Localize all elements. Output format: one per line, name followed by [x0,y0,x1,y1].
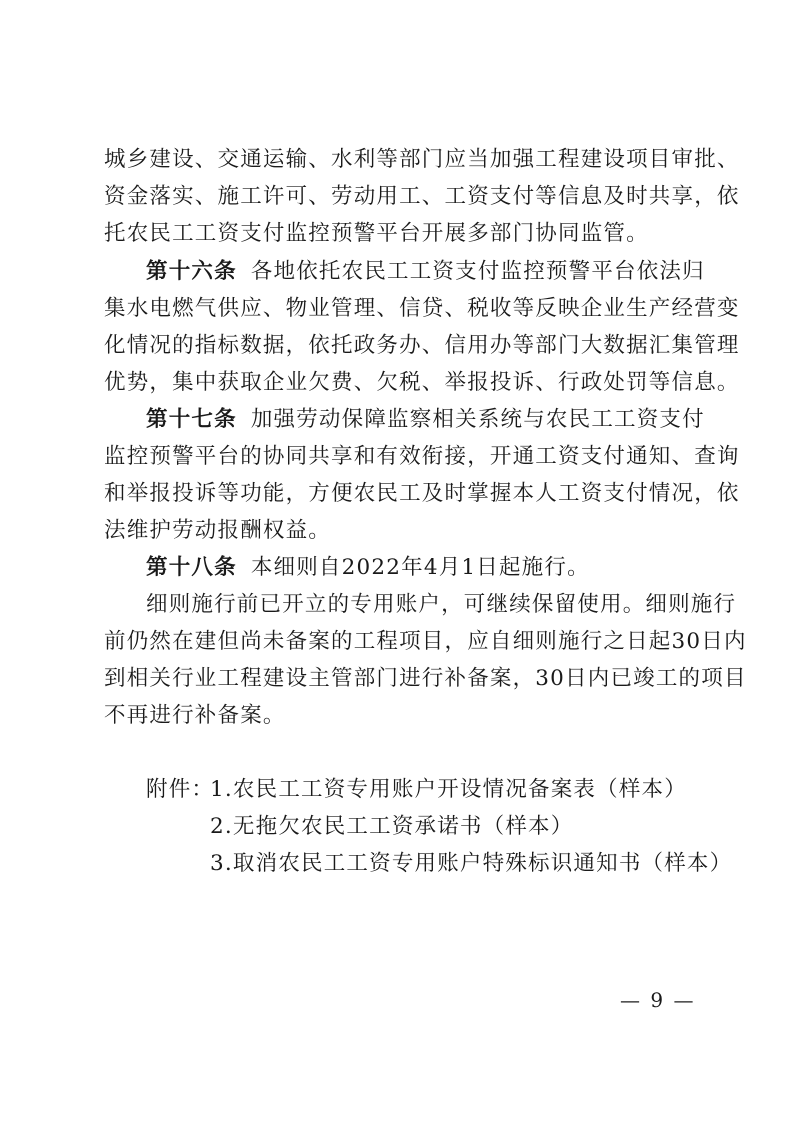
article-17-heading: 第十七条 [146,407,237,432]
attachment-item-3: 3.取消农民工工资专用账户特殊标识通知书（样本） [210,851,733,876]
transitional-line-3: 到相关行业工程建设主管部门进行补备案，30日内已竣工的项目 [104,666,747,691]
article-17-line-2: 监控预警平台的协同共享和有效衔接，开通工资支付通知、查询 [104,444,740,469]
article-16-line-1: 各地依托农民工工资支付监控预警平台依法归 [250,259,705,284]
transitional-line-4: 不再进行补备案。 [104,703,286,728]
page-number: — 9 — [620,988,696,1012]
attachment-item-1: 1.农民工工资专用账户开设情况备案表（样本） [210,777,687,802]
article-15-line-1: 城乡建设、交通运输、水利等部门应当加强工程建设项目审批、 [104,147,740,172]
article-17-line-3: 和举报投诉等功能，方便农民工及时掌握本人工资支付情况，依 [104,481,740,506]
article-16-line-2: 集水电燃气供应、物业管理、信贷、税收等反映企业生产经营变 [104,296,740,321]
article-15-line-2: 资金落实、施工许可、劳动用工、工资支付等信息及时共享，依 [104,184,740,209]
article-16-line-4: 优势，集中获取企业欠费、欠税、举报投诉、行政处罚等信息。 [104,370,740,395]
attachments-label: 附件： [146,777,215,802]
article-15-line-3: 托农民工工资支付监控预警平台开展多部门协同监管。 [104,221,649,246]
article-16-heading: 第十六条 [146,259,237,284]
transitional-line-2: 前仍然在建但尚未备案的工程项目，应自细则施行之日起30日内 [104,629,747,654]
transitional-line-1: 细则施行前已开立的专用账户，可继续保留使用。细则施行 [146,592,737,617]
article-17-line-4: 法维护劳动报酬权益。 [104,518,332,543]
attachment-item-2: 2.无拖欠农民工工资承诺书（样本） [210,814,574,839]
article-17-line-1: 加强劳动保障监察相关系统与农民工工资支付 [250,407,705,432]
article-16-first-line [146,254,705,290]
article-18-line-1: 本细则自2022年4月1日起施行。 [250,555,590,580]
article-18-first-line [146,550,590,586]
article-17-first-line [146,402,705,438]
article-18-heading: 第十八条 [146,555,237,580]
article-16-line-3: 化情况的指标数据，依托政务办、信用办等部门大数据汇集管理 [104,333,740,358]
